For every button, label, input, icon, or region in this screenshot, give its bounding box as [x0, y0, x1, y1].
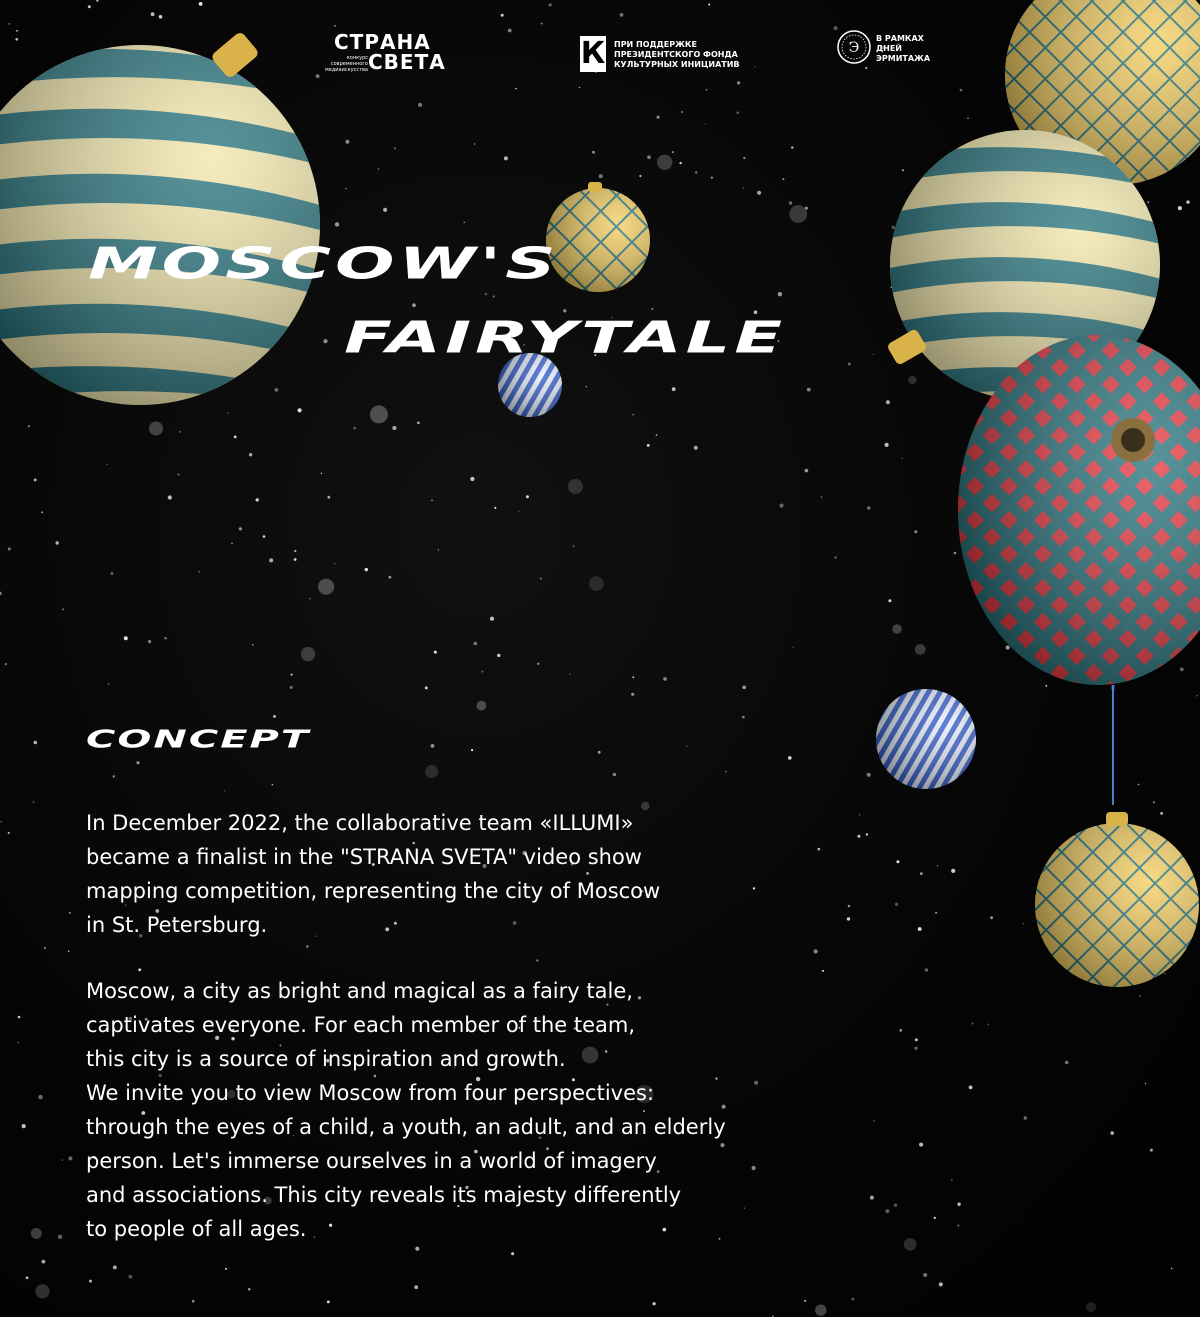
snowflake: [383, 208, 387, 212]
strana-logo-line2: СВЕТА: [368, 50, 446, 74]
snowflake: [323, 339, 327, 343]
snowflake: [248, 1288, 250, 1290]
snowflake: [1139, 995, 1141, 997]
snowflake: [851, 1298, 854, 1301]
snowflake: [788, 756, 792, 760]
snowflake: [334, 563, 335, 564]
snowflake: [631, 693, 634, 696]
snowflake: [192, 1300, 195, 1303]
snowflake: [894, 1204, 897, 1207]
snowflake: [789, 201, 792, 204]
snowflake: [470, 477, 474, 481]
snowflake: [128, 1275, 132, 1279]
snowflake: [124, 636, 128, 640]
snowflake: [708, 4, 710, 6]
snowflake: [972, 1023, 974, 1025]
snowflake: [737, 81, 740, 84]
snowflake: [822, 970, 824, 972]
snowflake: [425, 765, 438, 778]
snowflake: [925, 968, 928, 971]
snowflake: [490, 617, 494, 621]
snowflake: [113, 775, 115, 777]
snowflake: [914, 530, 917, 533]
snowflake: [28, 425, 30, 427]
ornament-grid-bottom-right: [1032, 790, 1200, 990]
snowflake: [923, 1273, 927, 1277]
snowflake: [957, 1225, 959, 1227]
snowflake: [895, 903, 898, 906]
snowflake: [345, 188, 346, 189]
snowflake: [1138, 784, 1140, 786]
snowflake: [291, 674, 293, 676]
snowflake: [919, 1143, 923, 1147]
snowflake: [969, 1086, 973, 1090]
snowflake: [474, 642, 478, 646]
snowflake: [272, 784, 274, 786]
snowflake: [782, 178, 784, 180]
snowflake: [743, 187, 744, 188]
snowflake: [915, 1038, 918, 1041]
snowflake: [656, 434, 658, 436]
snowflake: [417, 422, 420, 425]
snowflake: [711, 177, 713, 179]
snowflake: [252, 644, 254, 646]
snowflake: [33, 801, 35, 803]
snowflake: [0, 592, 2, 596]
snowflake: [1196, 695, 1198, 697]
snowflake: [679, 162, 681, 164]
snowflake: [568, 479, 583, 494]
snowflake: [1171, 1268, 1172, 1269]
strana-logo-line1: СТРАНА: [334, 30, 431, 54]
snowflake: [967, 118, 968, 119]
snowflake: [620, 13, 624, 17]
snowflake: [471, 749, 473, 751]
snowflake: [504, 156, 508, 160]
snowflake: [957, 1203, 960, 1206]
snowflake: [481, 671, 483, 673]
ornament-large-striped-left: [0, 20, 320, 410]
snowflake: [168, 495, 172, 499]
snowflake: [294, 550, 296, 552]
snowflake: [306, 945, 309, 948]
ornament-string: [1108, 685, 1118, 805]
snowflake: [273, 715, 276, 718]
snowflake: [592, 151, 595, 154]
snowflake: [389, 576, 392, 579]
snowflake: [686, 746, 687, 747]
snowflake: [31, 1228, 42, 1239]
snowflake: [540, 578, 542, 580]
snowflake: [234, 436, 237, 439]
snowflake: [301, 647, 315, 661]
fund-k-icon: К: [580, 36, 606, 71]
snowflake: [365, 568, 368, 571]
snowflake: [805, 469, 809, 473]
concept-heading: CONCEPT: [86, 725, 311, 754]
snowflake: [935, 912, 937, 914]
snowflake: [58, 1235, 62, 1239]
snowflake: [294, 558, 297, 561]
snowflake: [866, 833, 868, 835]
snowflake: [464, 222, 465, 223]
concept-paragraph-1: In December 2022, the collaborative team «ILLUMI» became a finalist in the "STRANA SVETA" video show mapping competition, representing the city of Moscow in St. Petersburg.: [86, 811, 661, 937]
snowflake: [263, 535, 266, 538]
snowflake: [227, 412, 228, 413]
snowflake: [327, 1301, 330, 1304]
snowflake: [412, 303, 416, 307]
snowflake: [225, 1268, 227, 1270]
snowflake: [474, 143, 475, 144]
snowflake: [920, 872, 923, 875]
snowflake: [113, 1265, 117, 1269]
snowflake: [579, 87, 581, 89]
snowflake: [537, 663, 539, 665]
snowflake: [526, 495, 529, 498]
snowflake: [8, 548, 11, 551]
snowflake: [633, 414, 634, 415]
snowflake: [815, 1305, 826, 1316]
snowflake: [951, 869, 955, 873]
snowflake: [41, 511, 43, 513]
snowflake: [892, 624, 901, 633]
snowflake: [586, 386, 587, 387]
snowflake: [370, 405, 388, 423]
snowflake: [1022, 923, 1024, 925]
snowflake: [1110, 1131, 1114, 1135]
snowflake: [737, 112, 739, 114]
snowflake: [848, 363, 851, 366]
snowflake: [651, 308, 653, 310]
title-line-1: MOSCOW'S: [88, 238, 560, 289]
snowflake: [885, 443, 889, 447]
snowflake: [334, 25, 336, 27]
snowflake: [705, 123, 706, 124]
snowflake: [378, 168, 379, 169]
snowflake: [35, 1284, 49, 1298]
snowflake: [598, 751, 601, 754]
snowflake: [695, 171, 697, 173]
snowflake: [179, 431, 181, 433]
snowflake: [874, 1120, 875, 1121]
snowflake: [915, 644, 926, 655]
snowflake: [792, 646, 793, 647]
snowflake: [318, 579, 334, 595]
snowflake: [159, 15, 163, 19]
snowflake: [647, 155, 651, 159]
snowflake: [599, 174, 603, 178]
snowflake: [249, 453, 252, 456]
snowflake: [672, 151, 674, 153]
snowflake: [18, 1016, 21, 1019]
snowflake: [990, 916, 993, 919]
snowflake: [26, 1277, 29, 1280]
snowflake: [415, 1247, 419, 1251]
snowflake: [0, 821, 1, 822]
snowflake: [321, 473, 322, 474]
snowflake: [431, 744, 435, 748]
snowflake: [937, 865, 938, 866]
snowflake: [653, 1302, 656, 1305]
snowflake: [988, 1024, 989, 1025]
snowflake: [613, 773, 617, 777]
snowflake: [501, 14, 504, 17]
snowflake: [549, 3, 552, 6]
hermitage-seal-icon: [836, 29, 872, 65]
snowflake: [918, 927, 922, 931]
snowflake: [96, 0, 98, 2]
snowflake: [44, 947, 46, 949]
snowflake: [34, 741, 37, 744]
snowflake: [1065, 1061, 1069, 1065]
snowflake: [742, 686, 746, 690]
snowflake: [178, 474, 180, 476]
snowflake: [256, 498, 259, 501]
snowflake: [508, 29, 512, 33]
strana-logo-caption: конкурс современного медиаискусства: [324, 55, 368, 73]
snowflake: [779, 504, 783, 508]
snowflake: [939, 1282, 943, 1286]
snowflake: [1150, 1149, 1153, 1152]
snowflake: [743, 157, 745, 159]
snowflake: [873, 354, 874, 355]
snowflake: [1186, 200, 1189, 203]
snowflake: [778, 292, 782, 296]
snowflake: [663, 677, 667, 681]
snowflake: [198, 571, 200, 573]
fund-logo-text: ПРИ ПОДДЕРЖКЕ ПРЕЗИДЕНТСКОГО ФОНДА КУЛЬТУРНЫХ ИНИЦИАТИВ: [614, 40, 740, 69]
snowflake: [573, 546, 574, 547]
snowflake: [902, 458, 903, 459]
snowflake: [896, 860, 899, 863]
snowflake: [757, 191, 761, 195]
snowflake: [834, 556, 836, 558]
snowflake: [353, 427, 356, 430]
snowflake: [110, 572, 113, 575]
presidential-fund-logo: [580, 36, 740, 72]
snowflake: [807, 388, 811, 392]
snowflake: [867, 506, 870, 509]
ornament-small-blue-2: [872, 685, 980, 793]
snowflake: [497, 654, 500, 657]
snowflake: [888, 599, 891, 602]
snowflake: [231, 543, 232, 544]
snowflake: [224, 790, 225, 791]
snowflake: [519, 511, 520, 512]
snowflake: [290, 686, 293, 689]
title-line-2: FAIRYTALE: [344, 312, 787, 363]
snowflake: [899, 1029, 902, 1032]
snowflake: [239, 527, 242, 530]
snowflake: [536, 959, 538, 961]
snowflake: [1024, 1116, 1027, 1119]
snowflake: [789, 205, 807, 223]
snowflake: [108, 683, 110, 685]
snowflake: [418, 103, 422, 107]
snowflake: [742, 716, 745, 719]
snowflake: [706, 89, 708, 91]
snowflake: [914, 1047, 917, 1050]
snowflake: [639, 175, 641, 177]
snowflake: [394, 147, 396, 149]
snowflake: [199, 2, 203, 6]
snowflake: [438, 549, 440, 551]
snowflake: [136, 761, 139, 764]
snowflake: [34, 479, 37, 482]
snowflake: [569, 673, 570, 674]
snowflake: [725, 771, 726, 772]
snowflake: [904, 1238, 917, 1251]
strana-sveta-logo: [322, 32, 472, 74]
snowflake: [149, 422, 163, 436]
snowflake: [791, 146, 793, 148]
snowflake: [1145, 1083, 1146, 1084]
snowflake: [493, 295, 495, 297]
snowflake: [885, 1209, 889, 1213]
snowflake: [8, 832, 10, 834]
snowflake: [494, 507, 496, 509]
snowflake: [541, 23, 543, 25]
snowflake: [88, 5, 91, 8]
snowflake: [5, 663, 7, 665]
snowflake: [867, 773, 871, 777]
snowflake: [414, 1285, 418, 1289]
snowflake: [434, 651, 437, 654]
ornament-red-diamond: [958, 320, 1200, 690]
snowflake: [68, 950, 70, 952]
hermitage-days-logo: [836, 29, 931, 71]
snowflake: [647, 444, 650, 447]
snowflake: [165, 637, 167, 639]
snowflake: [657, 116, 660, 119]
snowflake: [309, 598, 311, 600]
snowflake: [22, 1124, 26, 1128]
snowflake: [694, 446, 698, 450]
snowflake: [89, 1280, 92, 1283]
snowflake: [148, 640, 151, 643]
svg-text:Э: Э: [848, 40, 860, 56]
snowflake: [821, 496, 823, 498]
snowflake: [38, 1095, 42, 1099]
concept-paragraph-2: Moscow, a city as bright and magical as a fairy tale, captivates everyone. For each member of the team, this city is a source of inspiration and growth. We invite you to view Moscow from four perspectives: through the eyes of a child, a youth, an adult, and an elderly person. Let's immerse ourselves in a world of imagery and associations. This city reveals its majesty differently to people of all ages.: [86, 979, 726, 1241]
snowflake: [138, 968, 141, 971]
snowflake: [477, 701, 487, 711]
snowflake: [951, 1179, 953, 1181]
snowflake: [511, 1252, 514, 1255]
snowflake: [589, 576, 604, 591]
snowflake: [431, 500, 432, 501]
snowflake: [69, 912, 71, 914]
snowflake: [804, 1300, 806, 1302]
snowflake: [934, 1217, 936, 1219]
snowflake: [392, 426, 396, 430]
snowflake: [62, 1159, 64, 1161]
snowflake: [632, 676, 634, 678]
snowflake: [68, 1156, 72, 1160]
snowflake: [960, 89, 963, 92]
snowflake: [1178, 206, 1182, 210]
snowflake: [107, 464, 108, 465]
snowflake: [681, 111, 683, 113]
snowflake: [56, 541, 59, 544]
snowflake: [672, 387, 676, 391]
snowflake: [151, 12, 155, 16]
snowflake: [335, 222, 339, 226]
snowflake: [657, 155, 672, 170]
snowflake: [1086, 1302, 1096, 1312]
hermitage-logo-text: В РАМКАХ ДНЕЙ ЭРМИТАЖА: [876, 34, 931, 63]
snowflake: [425, 686, 428, 689]
snowflake: [485, 293, 487, 295]
snowflake: [269, 558, 273, 562]
snowflake: [327, 496, 330, 499]
snowflake: [954, 552, 957, 555]
snowflake: [754, 66, 755, 67]
snowflake: [18, 1042, 19, 1043]
snowflake: [870, 1196, 874, 1200]
snowflake: [345, 140, 349, 144]
snowflake: [42, 1260, 46, 1264]
snowflake: [515, 88, 517, 90]
snowflake: [62, 609, 64, 611]
snowflake: [814, 949, 818, 953]
